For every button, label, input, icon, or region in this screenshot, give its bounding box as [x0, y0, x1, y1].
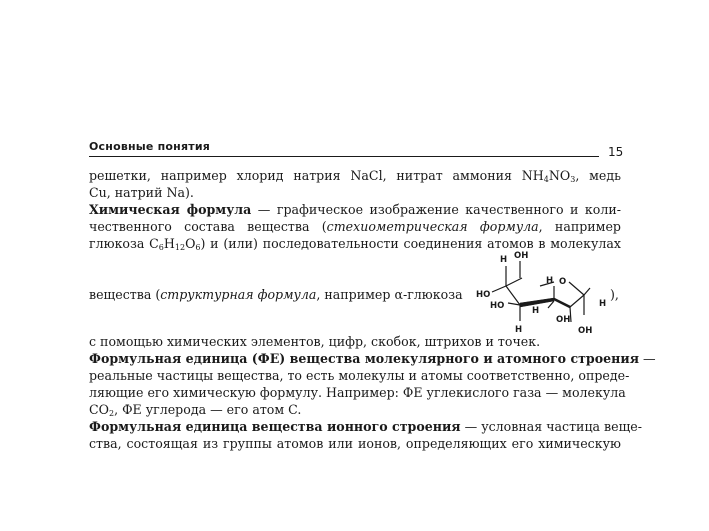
- page-number: 15: [608, 145, 624, 159]
- text-line: с помощью химических элементов, цифр, скобок, штрихов и точек.: [89, 334, 541, 349]
- term: Химическая формула: [89, 202, 252, 217]
- text-line: решетки, например хлорид натрия NaCl, нитрат аммония $NH_4NO_3$, медь: [89, 168, 621, 184]
- section-title: Основные понятия: [89, 140, 210, 153]
- atom-label: OH: [556, 315, 571, 325]
- atom-label: H: [599, 299, 607, 309]
- running-header: [89, 140, 599, 157]
- atom-label: OH: [514, 251, 529, 261]
- atom-label: O: [559, 277, 567, 287]
- atom-label: H: [532, 306, 540, 316]
- text-line: Cu, натрий Na).: [89, 185, 194, 200]
- atom-label: HO: [490, 301, 505, 311]
- atom-label: H: [515, 325, 523, 335]
- atom-label: OH: [578, 326, 593, 336]
- term: Формульная единица вещества ионного строения: [89, 419, 461, 434]
- definition-formula-unit-ionic: Формульная единица вещества ионного строения — условная частица веще-: [89, 419, 643, 434]
- text-line: глюкоза $C_6H_{12}O_6$) и (или) последовательности соединения атомов в молекулах: [89, 236, 621, 252]
- text-line: ства, состоящая из группы атомов или ионов, определяющих его химическую: [89, 436, 621, 451]
- text-line: $CO_2$, ФЕ углерода — его атом C.: [89, 402, 302, 418]
- alpha-glucose-structure: [470, 248, 610, 336]
- text-line: вещества (структурная формула, например α-глюкоза: [89, 287, 463, 302]
- text-line-end: ),: [610, 287, 619, 302]
- definition-formula-unit-molecular: Формульная единица (ФЕ) вещества молекулярного и атомного строения —: [89, 351, 656, 366]
- atom-label: H: [500, 255, 508, 265]
- atom-label: H: [546, 276, 554, 286]
- term: Формульная единица (ФЕ) вещества молекулярного и атомного строения: [89, 351, 640, 366]
- text-line: ляющие его химическую формулу. Например: ФЕ углекислого газа — молекула: [89, 385, 626, 400]
- text-line: реальные частицы вещества, то есть молекулы и атомы соответственно, опреде-: [89, 368, 630, 383]
- text-line: чественного состава вещества (стехиометрическая формула, например: [89, 219, 621, 234]
- atom-label: HO: [476, 290, 491, 300]
- definition-chemical-formula: Химическая формула — графическое изображение качественного и коли-: [89, 202, 621, 217]
